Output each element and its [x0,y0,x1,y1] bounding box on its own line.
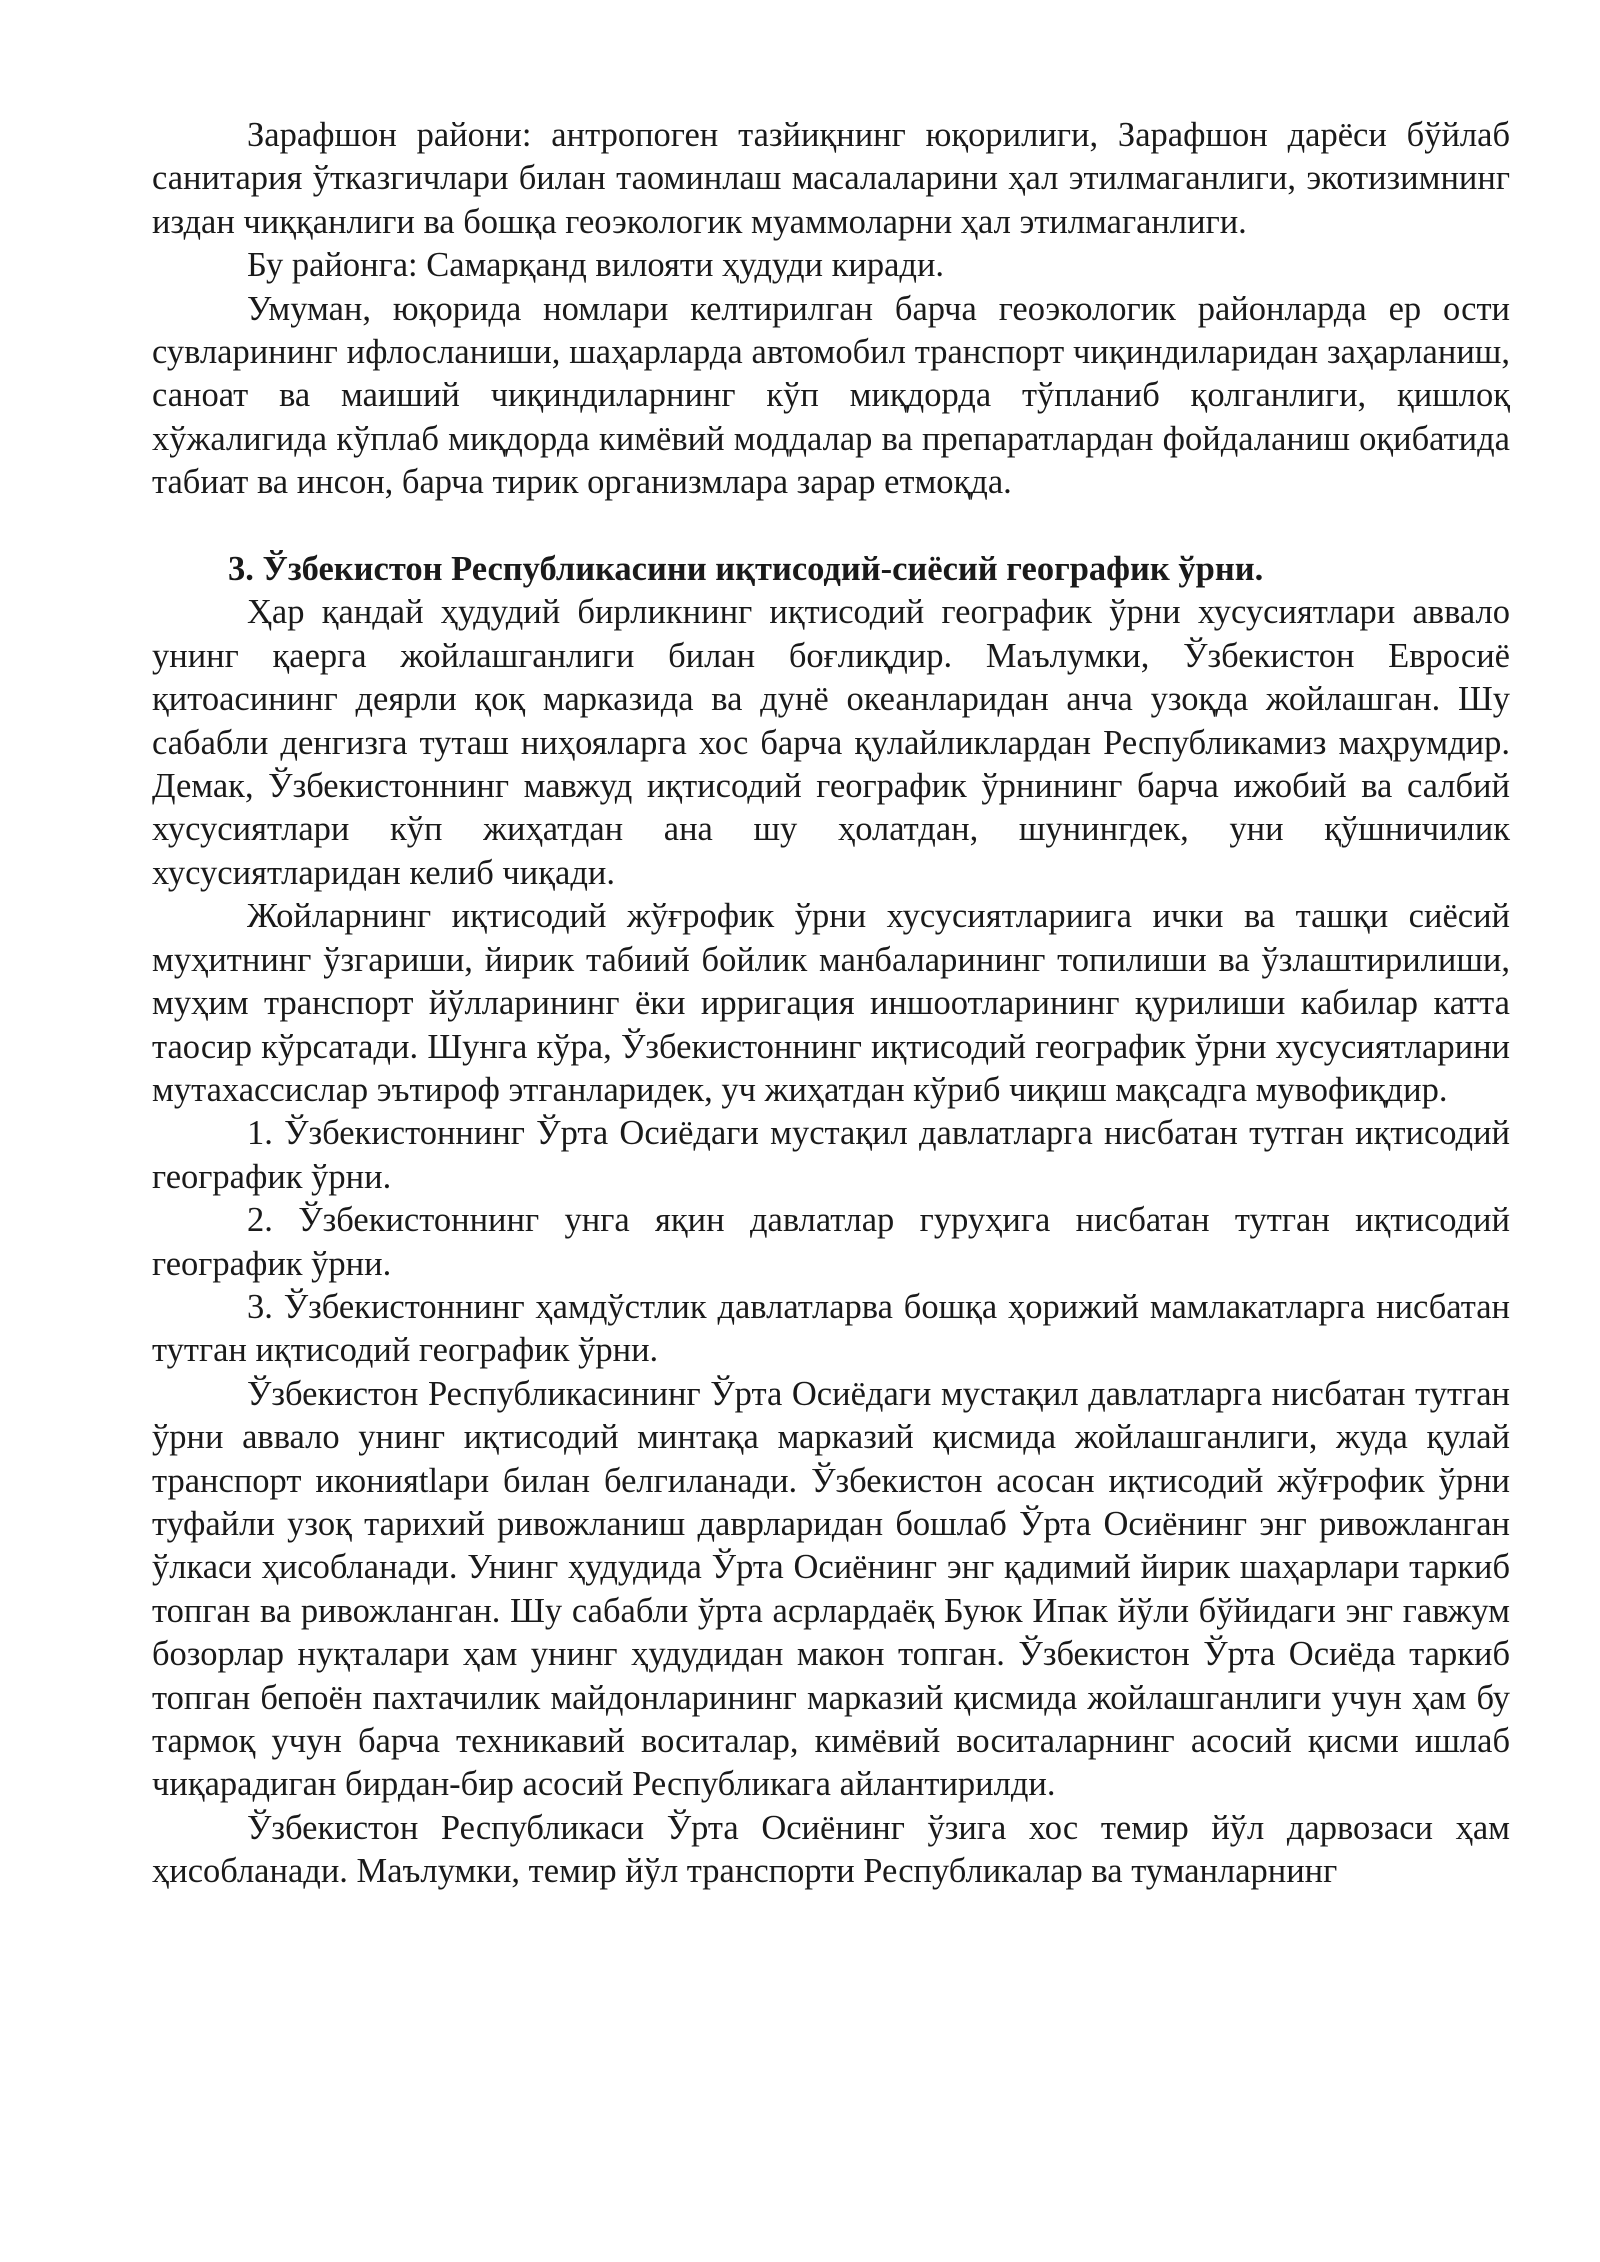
blank-line [152,505,1510,548]
list-item-1: 1. Ўзбекистоннинг Ўрта Осиёдаги мустақил давлатларга нисбатан тутган иқтисодий географик ўрни. [152,1114,1510,1196]
section-heading: 3. Ўзбекистон Республикасини иқтисодий-сиёсий географик ўрни. [228,550,1264,589]
list-item-3: 3. Ўзбекистоннинг ҳамдўстлик давлатларва бошқа ҳорижий мамлакатларга нисбатан тутган иқтисодий географик ўрни. [152,1287,1510,1370]
paragraph-pollution-summary: Умуман, юқорида номлари келтирилган барча геоэкологик районларда ер ости сувларининг ифлосланиши, шаҳарларда автомобил транспорт чиқиндиларидан заҳарланиш, саноат ва маиший чиқиндиларнинг кўп миқдорда тўпланиб қолганлиги, қишлоқ хўжалигида кўплаб миқдорда кимёвий моддалар ва препаратлардан фойдаланиш оқибатида табиат ва инсон, барча тирик организмлара зарар етмоқда. [152,289,1510,502]
list-item-2: 2. Ўзбекистоннинг унга яқин давлатлар гуруҳига нисбатан тутган иқтисодий географик ўрни. [152,1201,1510,1283]
paragraph-zarafshon-region: Зарафшон райони: антропоген тазйиқнинг юқорилиги, Зарафшон дарёси бўйлаб санитария ўтказгичлари билан таоминлаш масалаларини ҳал этилмаганлиги, экотизимнинг издан чиққанлиги ва бошқа геоэкологик муаммоларни ҳал этилмаганлиги. [152,116,1510,241]
paragraph-railway-gateway: Ўзбекистон Республикаси Ўрта Осиёнинг ўзига хос темир йўл дарвозаси ҳам ҳисобланади. Маълумки, темир йўл транспорти Республикалар ва туманларнинг [152,1808,1510,1891]
document-page [152,114,1510,1894]
paragraph-influencing-factors: Жойларнинг иқтисодий жўғрофик ўрни хусусиятлариига ички ва ташқи сиёсий муҳитнинг ўзгариши, йирик табиий бойлик манбаларининг топилиши ва ўзлаштирилиши, муҳим транспорт йўлларининг ёки ирригация иншоотларининг қурилиши кабилар катта таосир кўрсатади. Шунга кўра, Ўзбекистоннинг иқтисодий географик ўрни хусусиятларини мутахассислар эътироф этганларидек, уч жиҳатдан кўриб чиқиш мақсадга мувофиқдир. [152,897,1510,1109]
paragraph-geographic-position: Ҳар қандай ҳудудий бирликнинг иқтисодий географик ўрни хусусиятлари аввало унинг қаерга жойлашганлиги билан боғлиқдир. Маълумки, Ўзбекистон Евросиё қитоасининг деярли қоқ марказида ва дунё океанларидан анча узоқда жойлашган. Шу сабабли денгизга туташ ниҳояларга хос барча қулайликлардан Республикамиз маҳрумдир. Демак, Ўзбекистоннинг мавжуд иқтисодий географик ўрнининг барча ижобий ва салбий хусусиятлари кўп жиҳатдан ана шу ҳолатдан, шунингдек, уни қўшничилик хусусиятларидан келиб чиқади. [152,593,1510,892]
paragraph-samarkand: Бу районга: Самарқанд вилояти ҳудуди киради. [247,246,945,285]
paragraph-central-asia-position: Ўзбекистон Республикасининг Ўрта Осиёдаги мустақил давлатларга нисбатан тутган ўрни аввало унинг иқтисодий минтақа марказий қисмида жойлашганлиги, жуда қулай транспорт иконияtlари билан белгиланади. Ўзбекистон асосан иқтисодий жўғрофик ўрни туфайли узоқ тарихий ривожланиш даврларидан бошлаб Ўрта Осиёнинг энг ривожланган ўлкаси ҳисобланади. Унинг ҳудудида Ўрта Осиёнинг энг қадимий йирик шаҳарлари таркиб топган ва ривожланган. Шу сабабли ўрта асрлардаёқ Буюк Ипак йўли бўйидаги энг гавжум бозорлар нуқталари ҳам унинг ҳудудидан макон топган. Ўзбекистон Ўрта Осиёда таркиб топган бепоён пахтачилик майдонларининг марказий қисмида жойлашганлиги учун ҳам бу тармоқ учун барча техникавий воситалар, кимёвий воситаларнинг асосий қисми ишлаб чиқарадиган бирдан-бир асосий Республикага айлантирилди. [152,1374,1510,1804]
